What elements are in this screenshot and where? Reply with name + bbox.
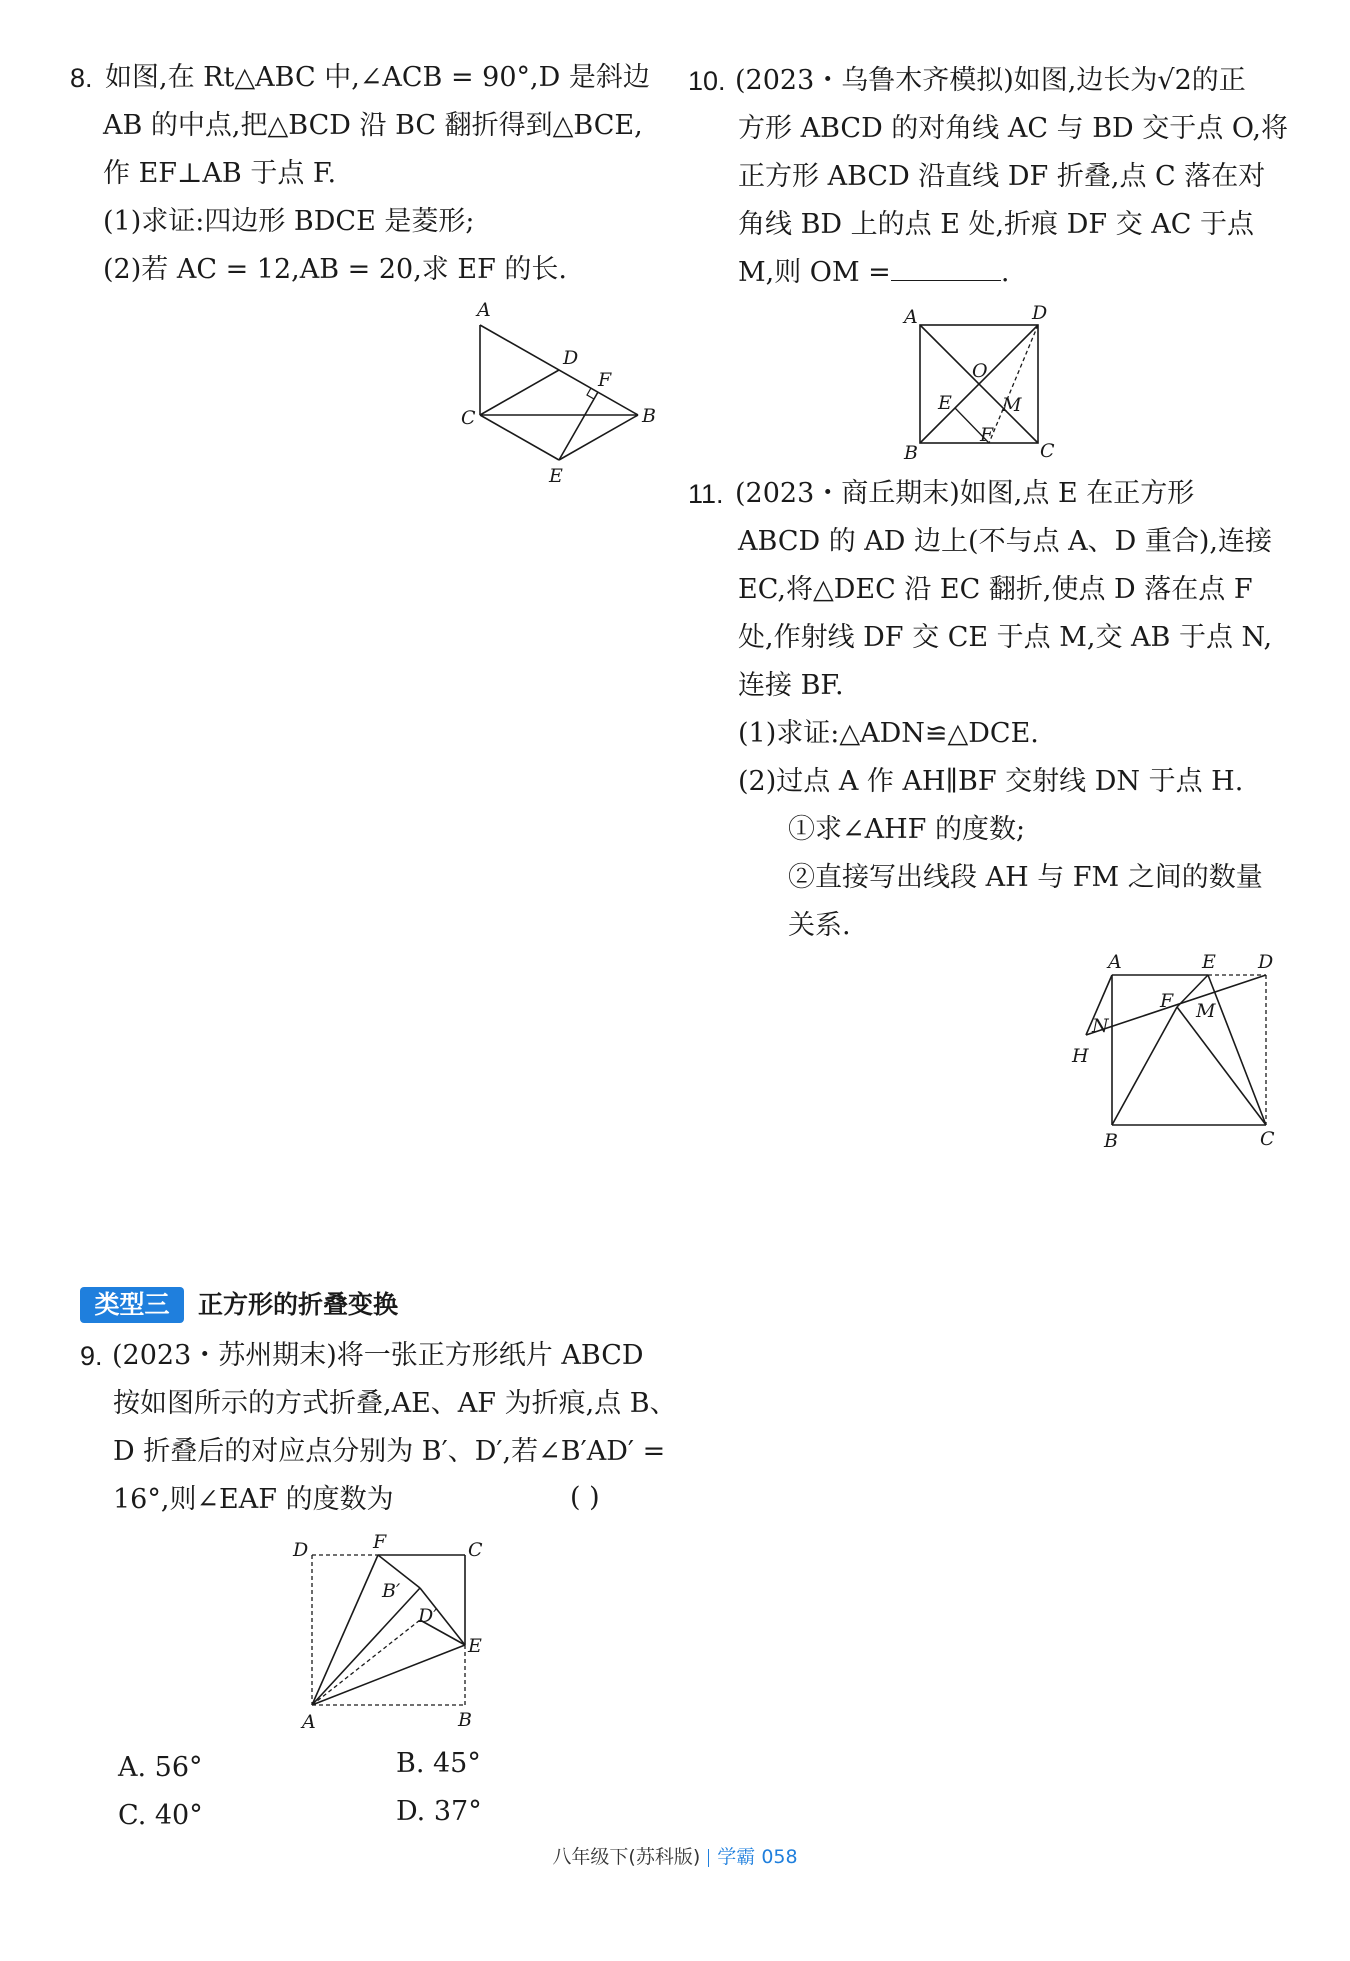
label-f: F [598, 369, 612, 391]
answer-blank[interactable] [891, 250, 1001, 281]
label-e: E [468, 1635, 482, 1657]
subquestion-2-1: ①求∠AHF 的度数; [788, 814, 1026, 845]
label-b: B [904, 442, 918, 464]
subquestion-1: (1)求证:△ADN≌△DCE. [738, 718, 1039, 749]
end-mark: . [1000, 257, 1010, 288]
label-c: C [468, 1539, 483, 1561]
figure-q9 [290, 1530, 490, 1733]
figure-q10 [900, 302, 1060, 465]
label-n: N [1092, 1015, 1109, 1037]
question-text-line: 处,作射线 DF 交 CE 于点 M,交 AB 于点 N, [738, 622, 1273, 653]
label-a: A [302, 1711, 316, 1733]
subquestion-2-2: ②直接写出线段 AH 与 FM 之间的数量 [788, 862, 1263, 893]
label-o: O [972, 360, 988, 382]
option-d[interactable]: D. 37° [396, 1796, 482, 1827]
question-text-line: 16°,则∠EAF 的度数为 [113, 1484, 394, 1515]
question-number: 10. [688, 66, 726, 96]
question-number: 9. [80, 1341, 103, 1371]
figure-q8 [455, 300, 655, 490]
label-c: C [1040, 440, 1055, 462]
label-h: H [1072, 1045, 1089, 1067]
option-b[interactable]: B. 45° [396, 1748, 481, 1779]
question-text-line: 作 EF⊥AB 于点 F. [103, 158, 337, 189]
figure-q11 [1060, 950, 1275, 1152]
label-d-prime: D′ [418, 1605, 438, 1627]
question-number: 11. [688, 479, 724, 509]
label-d: D [293, 1539, 309, 1561]
label-d: D [1032, 302, 1048, 324]
label-a: A [477, 299, 491, 321]
label-m: M [1002, 394, 1022, 416]
label-c: C [1260, 1128, 1275, 1150]
label-e: E [1202, 951, 1216, 973]
question-text: M,则 OM = [738, 257, 891, 288]
label-a: A [904, 306, 918, 328]
option-c[interactable]: C. 40° [118, 1800, 203, 1831]
question-text-line: 角线 BD 上的点 E 处,折痕 DF 交 AC 于点 [738, 209, 1254, 240]
label-d: D [563, 347, 579, 369]
option-a[interactable]: A. 56° [118, 1752, 203, 1783]
question-text-line: (2023・商丘期末)如图,点 E 在正方形 [735, 478, 1195, 509]
footer-page-number: 058 [761, 1846, 798, 1868]
label-f: F [980, 424, 994, 446]
question-text-line: 方形 ABCD 的对角线 AC 与 BD 交于点 O,将 [738, 113, 1289, 144]
question-text-line: D 折叠后的对应点分别为 B′、D′,若∠B′AD′ = [113, 1436, 666, 1467]
question-text-line [738, 249, 1009, 297]
question-text-line: (2023・乌鲁木齐模拟)如图,边长为√2的正 [735, 65, 1246, 96]
label-b-prime: B′ [382, 1580, 401, 1602]
label-b: B [1104, 1130, 1118, 1152]
footer-divider [708, 1849, 709, 1867]
label-f: F [373, 1531, 387, 1553]
section-title: 正方形的折叠变换 [198, 1290, 399, 1319]
question-number: 8. [70, 63, 93, 93]
label-e: E [549, 465, 563, 487]
label-m: M [1196, 1000, 1216, 1022]
question-text-line: 如图,在 Rt△ABC 中,∠ACB = 90°,D 是斜边 [105, 62, 650, 93]
footer-brand: 学霸 [717, 1846, 756, 1868]
label-d: D [1258, 951, 1274, 973]
label-a: A [1108, 951, 1122, 973]
question-text-line: ABCD 的 AD 边上(不与点 A、D 重合),连接 [738, 526, 1273, 557]
question-text-line: 正方形 ABCD 沿直线 DF 折叠,点 C 落在对 [738, 161, 1266, 192]
subquestion-2-2-cont: 关系. [788, 910, 851, 941]
page-footer [0, 1842, 1350, 1869]
footer-grade: 八年级下(苏科版) [552, 1846, 701, 1868]
subquestion-2: (2)若 AC = 12,AB = 20,求 EF 的长. [103, 254, 567, 285]
question-text-line: AB 的中点,把△BCD 沿 BC 翻折得到△BCE, [103, 110, 643, 141]
label-f: F [1160, 990, 1174, 1012]
section-badge: 类型三 [80, 1287, 184, 1323]
question-text-line: 连接 BF. [738, 670, 844, 701]
label-b: B [458, 1709, 472, 1731]
subquestion-1: (1)求证:四边形 BDCE 是菱形; [103, 206, 475, 237]
answer-bracket[interactable]: ( ) [570, 1482, 600, 1513]
question-text-line: (2023・苏州期末)将一张正方形纸片 ABCD [112, 1340, 644, 1371]
subquestion-2: (2)过点 A 作 AH∥BF 交射线 DN 于点 H. [738, 766, 1244, 797]
question-text-line: EC,将△DEC 沿 EC 翻折,使点 D 落在点 F [738, 574, 1253, 605]
label-b: B [642, 405, 656, 427]
question-text-line: 按如图所示的方式折叠,AE、AF 为折痕,点 B、 [113, 1388, 677, 1419]
label-c: C [461, 407, 476, 429]
label-e: E [938, 392, 952, 414]
